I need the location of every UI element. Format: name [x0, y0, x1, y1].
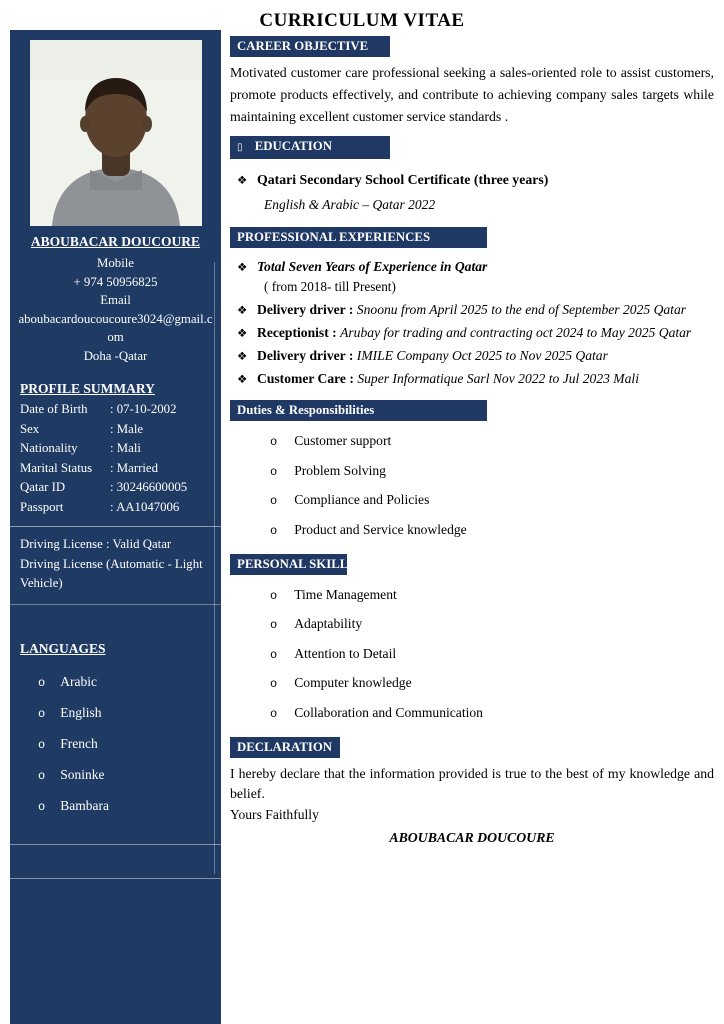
profile-summary-heading: PROFILE SUMMARY: [20, 381, 155, 396]
email-address: aboubacardoucoucoure3024@gmail.com: [18, 311, 213, 344]
profile-value: : AA1047006: [110, 498, 179, 518]
experience-detail: Snoonu from April 2025 to the end of September 2025 Qatar: [356, 302, 687, 318]
circle-bullet-icon: o: [270, 464, 278, 479]
skill-label: Attention to Detail: [294, 645, 397, 661]
experience-summary-title: Total Seven Years of Experience in Qatar: [257, 259, 488, 275]
experience-item: [230, 301, 714, 320]
mobile-label: Mobile: [97, 256, 134, 270]
signature-name: ABOUBACAR DOUCOURE: [389, 830, 555, 846]
skill-item: [270, 614, 714, 635]
candidate-name: ABOUBACAR DOUCOURE: [30, 234, 201, 249]
education-heading-label: EDUCATION: [254, 139, 332, 154]
circle-bullet-icon: o: [270, 647, 278, 662]
skill-item: [270, 644, 714, 665]
email-label: Email: [100, 293, 131, 307]
mobile-number: + 974 50956825: [73, 274, 158, 289]
experience-summary-sub: ( from 2018- till Present): [264, 279, 396, 295]
profile-photo: [30, 40, 202, 226]
driving-license-line: Driving License (Automatic - Light Vehicle): [20, 556, 203, 590]
language-label: English: [60, 704, 102, 720]
declaration-closing: Yours Faithfully: [230, 806, 319, 822]
duty-label: Customer support: [294, 433, 392, 449]
sidebar-divider: [10, 878, 221, 879]
experience-detail: Arubay for trading and contracting oct 2024 to May 2025 Qatar: [340, 324, 692, 340]
diamond-bullet-icon: ❖: [237, 371, 248, 386]
skill-item: [270, 585, 714, 606]
profile-value: : Mali: [110, 439, 141, 459]
section-header-experiences: PROFESSIONAL EXPERIENCES: [230, 227, 487, 248]
language-item: [38, 760, 221, 791]
skills-list: [270, 585, 714, 724]
experience-role: Delivery driver :: [257, 302, 354, 318]
education-item: [230, 172, 714, 188]
experience-detail: Super Informatique Sarl Nov 2022 to Jul 2023 Mali: [357, 370, 639, 386]
experience-role: Customer Care :: [257, 370, 354, 386]
profile-value: : 07-10-2002: [110, 400, 176, 420]
circle-bullet-icon: o: [270, 435, 278, 450]
profile-label: Passport: [20, 499, 64, 514]
duty-label: Compliance and Policies: [294, 492, 430, 508]
section-header-education: [230, 136, 390, 159]
profile-row: [20, 439, 211, 459]
profile-row: [20, 498, 211, 518]
language-label: French: [60, 735, 98, 751]
declaration-text: I hereby declare that the information provided is true to the best of my knowledge and belief.: [230, 765, 714, 802]
language-item: [38, 729, 221, 760]
circle-bullet-icon: o: [270, 494, 278, 509]
experience-item: [230, 324, 714, 343]
profile-row: [20, 478, 211, 498]
profile-row: [20, 459, 211, 479]
circle-bullet-icon: o: [38, 706, 46, 721]
circle-bullet-icon: o: [270, 706, 278, 721]
duties-list: [270, 431, 714, 541]
box-glyph-icon: ▯: [237, 142, 243, 154]
experience-block: [230, 258, 714, 388]
sidebar: [10, 30, 221, 1024]
skill-label: Adaptability: [294, 616, 363, 632]
skill-label: Collaboration and Communication: [294, 704, 483, 720]
profile-row: [20, 420, 211, 440]
experience-role: Receptionist :: [257, 324, 337, 340]
skill-label: Computer knowledge: [294, 675, 412, 691]
profile-row: [20, 400, 211, 420]
language-label: Bambara: [60, 797, 109, 813]
skill-item: [270, 673, 714, 694]
circle-bullet-icon: o: [38, 799, 46, 814]
section-header-declaration: DECLARATION: [230, 737, 340, 758]
profile-value: : 30246600005: [110, 478, 187, 498]
contact-block: [10, 254, 221, 365]
languages-heading: LANGUAGES: [20, 640, 106, 656]
avatar-illustration: [30, 40, 202, 226]
duty-label: Product and Service knowledge: [294, 521, 467, 537]
profile-summary-table: [20, 400, 211, 517]
diamond-bullet-icon: ❖: [237, 173, 248, 188]
driving-license-line: Driving License : Valid Qatar: [20, 537, 172, 551]
circle-bullet-icon: o: [270, 677, 278, 692]
language-label: Soninke: [60, 766, 105, 782]
profile-value: : Male: [110, 420, 143, 440]
circle-bullet-icon: o: [38, 768, 46, 783]
circle-bullet-icon: o: [270, 523, 278, 538]
driving-license-block: [10, 526, 221, 605]
language-label: Arabic: [60, 673, 97, 689]
circle-bullet-icon: o: [270, 618, 278, 633]
circle-bullet-icon: o: [38, 675, 46, 690]
experience-summary: [230, 258, 714, 277]
diamond-bullet-icon: ❖: [237, 325, 248, 340]
circle-bullet-icon: o: [38, 737, 46, 752]
profile-label: Marital Status: [20, 460, 93, 475]
diamond-bullet-icon: ❖: [237, 260, 248, 275]
language-item: [38, 791, 221, 822]
section-header-duties: Duties & Responsibilities: [230, 400, 487, 421]
sidebar-divider: [10, 844, 221, 845]
experience-role: Delivery driver :: [257, 347, 354, 363]
diamond-bullet-icon: ❖: [237, 348, 248, 363]
experience-item: [230, 370, 714, 389]
profile-label: Date of Birth: [20, 402, 88, 416]
languages-list: [38, 667, 221, 822]
profile-value: : Married: [110, 459, 158, 479]
sidebar-vertical-rule: [214, 262, 215, 874]
skill-label: Time Management: [294, 586, 397, 602]
section-header-career-objective: CAREER OBJECTIVE: [230, 36, 390, 57]
location: Doha -Qatar: [83, 348, 148, 363]
profile-label: Nationality: [20, 441, 78, 455]
education-subtitle: English & Arabic – Qatar 2022: [264, 197, 436, 213]
experience-detail: IMILE Company Oct 2025 to Nov 2025 Qatar: [356, 347, 608, 363]
experience-item: [230, 347, 714, 366]
main-content: [230, 36, 714, 846]
duty-label: Problem Solving: [294, 462, 386, 478]
career-objective-text: Motivated customer care professional seeking a sales-oriented role to assist customers, promote products effectively, and contribute to achieving company sales targets while maintaining excellent customer service standards .: [230, 65, 714, 124]
duty-item: [270, 431, 714, 452]
education-title: Qatari Secondary School Certificate (three years): [257, 172, 549, 188]
language-item: [38, 667, 221, 698]
diamond-bullet-icon: ❖: [237, 303, 248, 318]
language-item: [38, 698, 221, 729]
skill-item: [270, 703, 714, 724]
profile-label: Qatar ID: [20, 480, 66, 494]
circle-bullet-icon: o: [270, 588, 278, 603]
duty-item: [270, 520, 714, 541]
document-title: CURRICULUM VITAE: [259, 10, 465, 31]
section-header-skills: PERSONAL SKILLS: [230, 554, 347, 575]
duty-item: [270, 461, 714, 482]
profile-label: Sex: [20, 421, 40, 436]
duty-item: [270, 490, 714, 511]
